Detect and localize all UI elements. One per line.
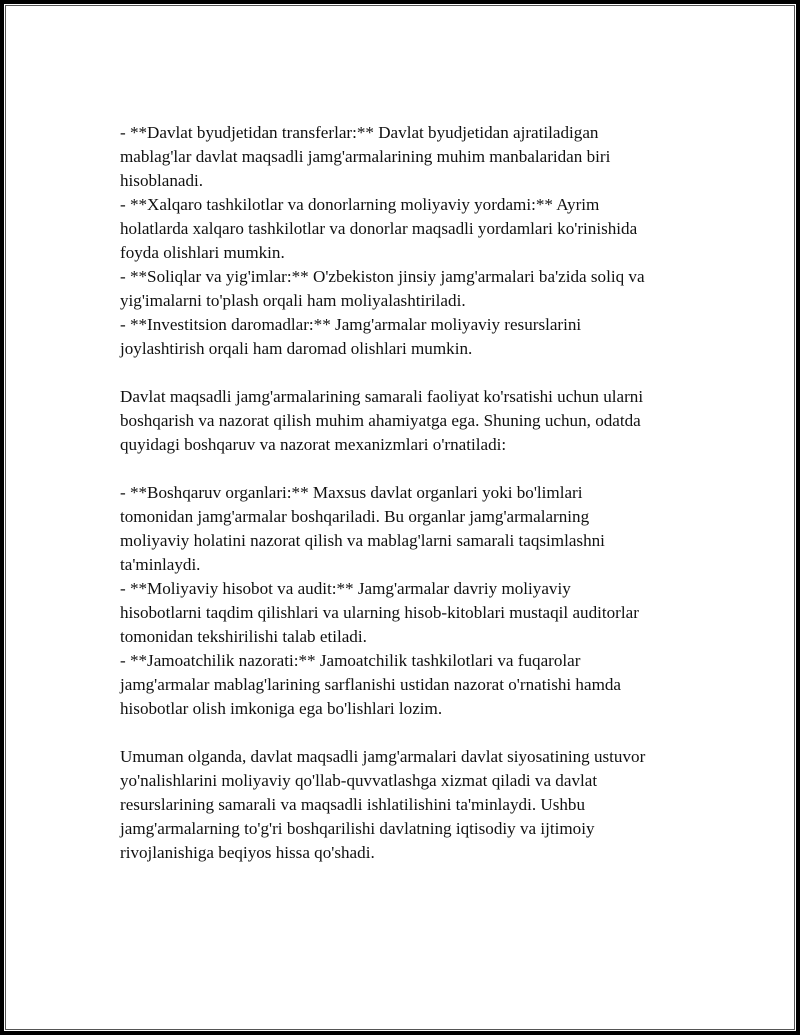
list-item-line: - **Davlat byudjetidan transferlar:** Davlat byudjetidan ajratiladigan [120, 123, 599, 142]
list-item-line: - **Moliyaviy hisobot va audit:** Jamg'armalar davriy moliyaviy [120, 579, 571, 598]
list-item-line: mablag'lar davlat maqsadli jamg'armalarining muhim manbalaridan biri [120, 147, 611, 166]
list-item-line: - **Boshqaruv organlari:** Maxsus davlat organlari yoki bo'limlari [120, 483, 583, 502]
list-item-line: moliyaviy holatini nazorat qilish va mablag'larni samarali taqsimlashni [120, 531, 605, 550]
conclusion-paragraph [120, 745, 700, 865]
list-item-line: - **Investitsion daromadlar:** Jamg'armalar moliyaviy resurslarini [120, 315, 582, 334]
list-item-line: jamg'armalar mablag'larining sarflanishi ustidan nazorat o'rnatishi hamda [120, 675, 621, 694]
paragraph-gap [120, 721, 700, 745]
paragraph-line: jamg'armalarning to'g'ri boshqarilishi davlatning iqtisodiy va ijtimoiy [120, 819, 595, 838]
paragraph-line: yo'nalishlarini moliyaviy qo'llab-quvvatlashga xizmat qiladi va davlat [120, 771, 598, 790]
list-item-line: tomonidan tekshirilishi talab etiladi. [120, 627, 367, 646]
list-item-line: hisobotlar olish imkoniga ega bo'lishlari lozim. [120, 699, 443, 718]
paragraph-line: resurslarining samarali va maqsadli ishlatilishini ta'minlaydi. Ushbu [120, 795, 586, 814]
list-item-line: hisoblanadi. [120, 171, 204, 190]
list-item-line: yig'imalarni to'plash orqali ham moliyalashtiriladi. [120, 291, 466, 310]
list-item-line: foyda olishlari mumkin. [120, 243, 285, 262]
paragraph-line: Davlat maqsadli jamg'armalarining samarali faoliyat ko'rsatishi uchun ularni [120, 387, 644, 406]
list-item-line: tomonidan jamg'armalar boshqariladi. Bu organlar jamg'armalarning [120, 507, 590, 526]
paragraph-line: rivojlanishiga beqiyos hissa qo'shadi. [120, 843, 375, 862]
paragraph-gap [120, 361, 700, 385]
paragraph-line: boshqarish va nazorat qilish muhim ahamiyatga ega. Shuning uchun, odatda [120, 411, 641, 430]
list-item-line: - **Xalqaro tashkilotlar va donorlarning moliyaviy yordami:** Ayrim [120, 195, 600, 214]
paragraph-gap [120, 457, 700, 481]
funding-sources-list [120, 121, 700, 361]
paragraph-line: quyidagi boshqaruv va nazorat mexanizmlari o'rnatiladi: [120, 435, 507, 454]
management-mechanisms-list [120, 481, 700, 721]
list-item-line: hisobotlarni taqdim qilishlari va ularning hisob-kitoblari mustaqil auditorlar [120, 603, 639, 622]
document-body [120, 121, 700, 865]
management-intro-paragraph [120, 385, 700, 457]
list-item-line: - **Soliqlar va yig'imlar:** O'zbekiston jinsiy jamg'armalari ba'zida soliq va [120, 267, 645, 286]
list-item-line: holatlarda xalqaro tashkilotlar va donorlar maqsadli yordamlari ko'rinishida [120, 219, 638, 238]
paragraph-line: Umuman olganda, davlat maqsadli jamg'armalari davlat siyosatining ustuvor [120, 747, 646, 766]
list-item-line: - **Jamoatchilik nazorati:** Jamoatchilik tashkilotlari va fuqarolar [120, 651, 581, 670]
list-item-line: joylashtirish orqali ham daromad olishlari mumkin. [120, 339, 473, 358]
list-item-line: ta'minlaydi. [120, 555, 201, 574]
